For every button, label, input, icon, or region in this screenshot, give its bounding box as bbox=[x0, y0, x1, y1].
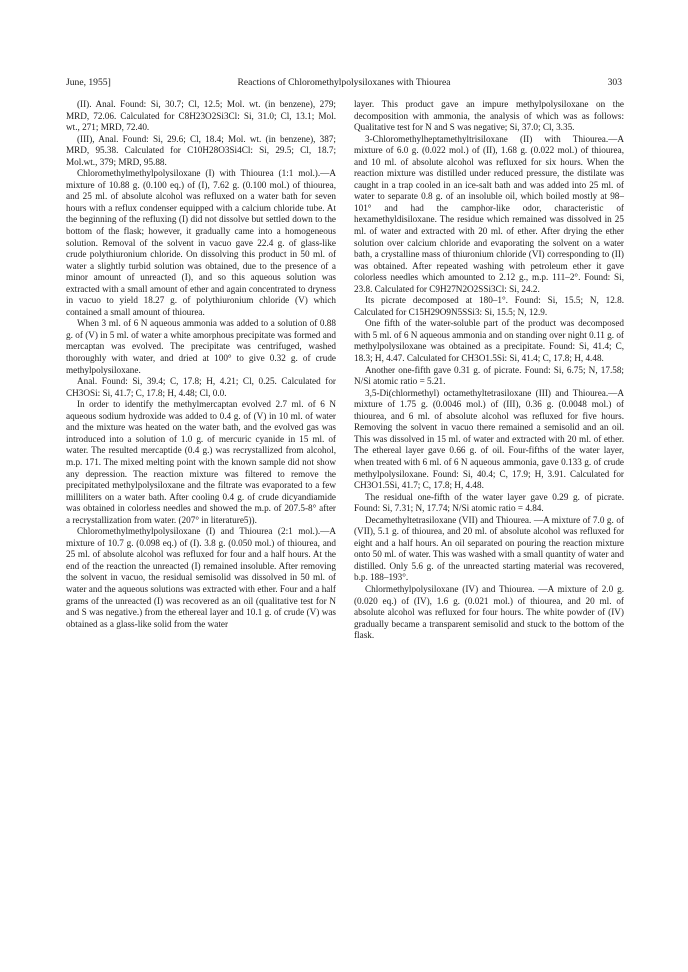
running-head bbox=[66, 76, 622, 90]
section-iii-thiourea: 3,5-Di(chlormethyl) octamethyltetrasiloxane (III) and Thiourea.—A mixture of 1.75 g. (0.0046 mol.) of (III), 0.36 g. (0.0048 mol.) of thiourea, and 6 ml. of absolute alcohol was refluxed for five hours. Removing the solvent in vacuo there remained a semisolid and an oil. This was dissolved in 15 ml. of water and extracted with 20 ml. of ether. The ethereal layer gave 0.66 g. of oil. Four-fifths of the water layer, when treated with 6 ml. of 6 N aqueous ammonia, gave 0.133 g. of crude methylpolysiloxane. Found: Si, 40.4; C, 17.9; H, 3.91. Calculated for CH3O1.5Si, 41.7; C, 17.8; H, 4.48. bbox=[354, 387, 624, 491]
right-column bbox=[354, 99, 624, 642]
continued-paragraph: layer. This product gave an impure methylpolysiloxane on the decomposition with ammonia, the analysis of which was as follows: Qualitative test for N and S was negative; Si, 37.0; Cl, 3.35. bbox=[354, 99, 624, 133]
left-column bbox=[66, 99, 336, 630]
residual-fifth-picrate: The residual one-fifth of the water layer gave 0.29 g. of picrate. Found: Si, 7.31; N, 17.74; N/Si atomic ratio = 4.84. bbox=[354, 491, 624, 514]
page-number: 303 bbox=[607, 77, 622, 88]
analysis-methylpolysiloxane: Anal. Found: Si, 39.4; C, 17.8; H, 4.21; Cl, 0.25. Calculated for CH3OSi: Si, 41.7; C, 17.8; H, 4.48; Cl, 0.0. bbox=[66, 376, 336, 398]
analysis-compound-iii: (III), Anal. Found: Si, 29.6; Cl, 18.4; Mol. wt. (in benzene), 387; MRD, 95.38. Calculated for C10H28O3Si4Cl: Si, 29.5; Cl, 18.7; Mol.wt., 379; MRD, 95.88. bbox=[66, 133, 336, 167]
section-iv-thiourea: Chlormethylpolysiloxane (IV) and Thiourea. —A mixture of 2.0 g. (0.020 eq.) of (IV), 1.6 g. (0.021 mol.) of thiourea, and 20 ml. of absolute alcohol was refluxed for four hours. The white powder of (IV) gradually became a transparent semisolid and stuck to the bottom of the flask. bbox=[354, 583, 624, 641]
picrate-decomposition: Its picrate decomposed at 180–1°. Found: Si, 15.5; N, 12.8. Calculated for C15H29O9N5SSi3: Si, 15.5; N, 12.9. bbox=[354, 295, 624, 317]
ammonia-decomposition: When 3 ml. of 6 N aqueous ammonia was added to a solution of 0.88 g. of (V) in 5 ml. of water a white amorphous precipitate was formed and mercaptan was evolved. The precipitate was centrifuged, washed thoroughly with water, and dried at 100° to give 0.32 g. of crude methylpolysiloxane. bbox=[66, 318, 336, 375]
another-fifth-picrate: Another one-fifth gave 0.31 g. of picrate. Found: Si, 6.75; N, 17.58; N/Si atomic ratio = 5.21. bbox=[354, 364, 624, 387]
section-i-thiourea-2-1: Chloromethylmethylpolysiloxane (I) and Thiourea (2:1 mol.).—A mixture of 10.7 g. (0.098 eq.) of (I). 3.8 g. (0.050 mol.) of thiourea, and 25 ml. of absolute alcohol was refluxed for four and a half hours. At the end of the reaction the unreacted (I) remained insoluble. After removing the solvent in vacuo, the residual semisolid was dissolved in 50 ml. of water and the aqueous solutions was extracted with ether. Four and a half grams of the unreacted (I) was recovered as an oil (qualitative test for N and S was negative.) from the ethereal layer and 10.1 g. of crude (V) was obtained as a glass-like solid from the water bbox=[66, 526, 336, 629]
water-soluble-fifth: One fifth of the water-soluble part of the product was decomposed with 5 ml. of 6 N aqueous ammonia and on standing over night 0.11 g. of methylpolysiloxane was obtained as a precipitate. Found: Si, 41.4; C, 18.3; H, 4.47. Calculated for CH3O1.5Si: Si, 41.4; C, 17.8; H, 4.48. bbox=[354, 318, 624, 364]
section-vii-thiourea: Decamethyltetrasiloxane (VII) and Thiourea. —A mixture of 7.0 g. of (VII), 5.1 g. of thiourea, and 20 ml. of absolute alcohol was refluxed for eight and a half hours. An oil separated on pouring the reaction mixture onto 50 ml. of water. This was washed with a small quantity of water and distilled. Only 5.6 g. of the unreacted starting material was recovered, b.p. 188–193°. bbox=[354, 514, 624, 583]
methylmercaptan-identification: In order to identify the methylmercaptan evolved 2.7 ml. of 6 N aqueous sodium hydroxide was added to 0.4 g. of (V) in 10 ml. of water and the mixture was heated on the water bath, and the evolved gas was introduced into a solution of 1.0 g. of mercuric cyanide in 15 ml. of water. The resulted mercaptide (0.4 g.) was recrystallized from alcohol, m.p. 171. The mixed melting point with the known sample did not show any depression. The reaction mixture was filtered to remove the precipitated methylpolysiloxane and the filtrate was evaporated to a few milliliters on a water bath. After cooling 0.4 g. of crude dicyandiamide was obtained in colorless needles and showed the m.p. of 207.5-8° after a recrystallization from water. (207° in literature5)). bbox=[66, 399, 336, 525]
analysis-compound-ii: (II). Anal. Found: Si, 30.7; Cl, 12.5; Mol. wt. (in benzene), 279; MRD, 72.06. Calculated for C8H23O2Si3Cl: Si, 31.0; Cl, 13.1; Mol. wt., 271; MRD, 72.40. bbox=[66, 99, 336, 133]
running-title: Reactions of Chloromethylpolysiloxanes with Thiourea bbox=[237, 77, 451, 88]
issue-date: June, 1955] bbox=[66, 77, 111, 88]
section-i-thiourea-1-1: Chloromethylmethylpolysiloxane (I) with Thiourea (1:1 mol.).—A mixture of 10.88 g. (0.100 eq.) of (I), 7.62 g. (0.100 mol.) of thiourea, and 25 ml. of absolute alcohol was refluxed on a water bath for seven hours with a reflux condenser equipped with a calcium chloride tube. At the beginning of the refluxing (I) did not dissolve but settled down to the bottom of the flask; however, it gradually came into a homogeneous solution. Removal of the solvent in vacuo gave 22.4 g. of glass-like crude polythiuronium chloride. On dissolving this product in 50 ml. of water a slightly turbid solution was obtained, due to the presence of a minor amount of unreacted (I), and so this aqueous solution was extracted with a small amount of ether and again concentrated to dryness in vacuo to yield 18.27 g. of polythiuronium chloride (V) which contained a small amount of thiourea. bbox=[66, 168, 336, 317]
section-ii-thiourea: 3-Chloromethylheptamethyltrisiloxane (II) with Thiourea.—A mixture of 6.0 g. (0.022 mol.) of (II), 1.68 g. (0.022 mol.) of thiourea, and 10 ml. of absolute alcohol was refluxed for six hours. When the reaction mixture was distilled under reduced pressure, the distilate was caught in a trap cooled in an ice-salt bath and was added into 25 ml. of water to separate 0.8 g. of an insoluble oil, which boiled mostly at 98–101° and had the camphor-like odor, characteristic of hexamethyldisiloxane. The residue which remained was dissolved in 25 ml. of water and extracted with 20 ml. of ether. After drying the ether solution over calcium chloride and evaporating the solvent on a water bath, a crystalline mass of thiuronium chloride (VI) corresponding to (II) was obtained. After repeated washing with petroleum ether it gave colorless needles which amounted to 2.12 g., m.p. 111–2°. Found: Si, 23.8. Calculated for C9H27N2O2SSi3Cl: Si, 24.2. bbox=[354, 133, 624, 294]
